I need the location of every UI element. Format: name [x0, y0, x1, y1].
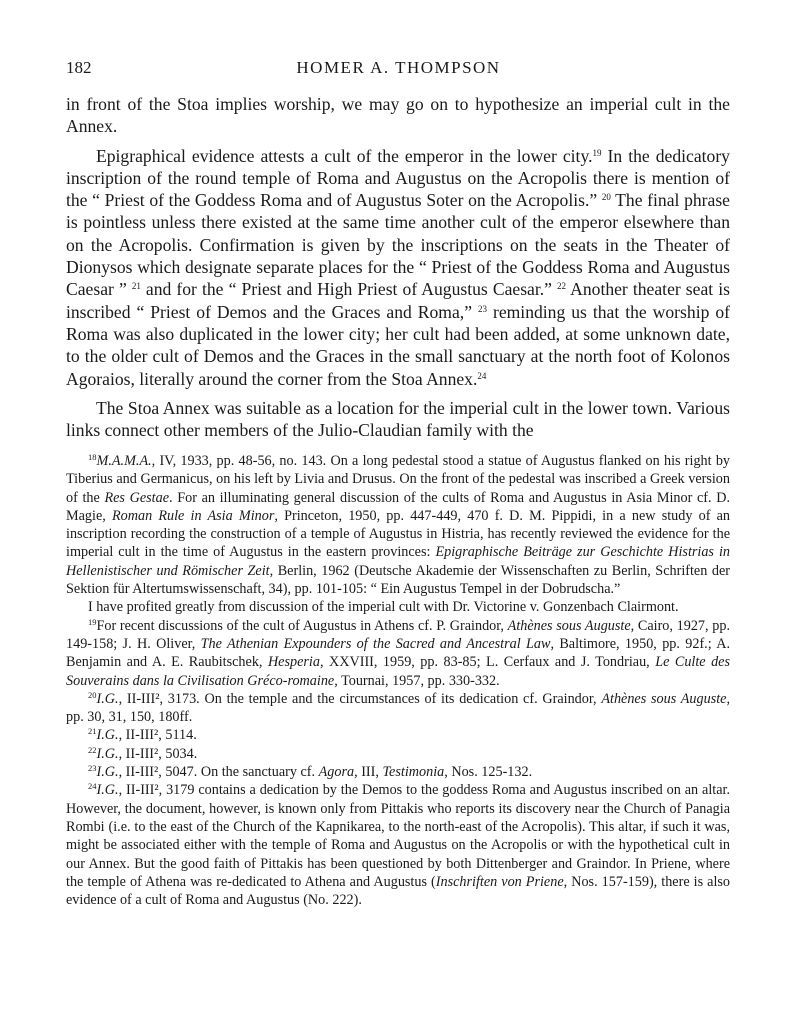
footnote-24: $^{24}$I.G., II-III², 3179 contains a dedication by the Demos to the goddess Roma and Augustus inscribed on an altar. However, the document, however, is known only from Pittakis who reports its discovery near the Church of Panagia Rombi (i.e. to the east of the Church of the Kapnikarea, to the north-east of the Acropolis). This altar, if such it was, might be associated either with the temple of Roma and Augustus on the Acropolis or with the hypothetical cult in our Annex. But the good faith of Pittakis has been questioned by both Dittenberger and Graindor. In Priene, where the temple of Athena was re-dedicated to Athena and Augustus (Inschriften von Priene, Nos. 157-159), there is also evidence of a cult of Roma and Augustus (No. 222). — [66, 781, 731, 909]
footnote-18-acknowledgement: I have profited greatly from discussion of the imperial cult with Dr. Victorine v. Gonzenbach Clairmont. — [88, 599, 679, 616]
footnote-21: $^{21}$I.G., II-III², 5114. — [88, 726, 197, 744]
footnotes — [66, 452, 730, 909]
page-number: 182 — [66, 58, 92, 77]
footnote-ref-19[interactable]: 19 — [592, 147, 602, 158]
footnote-22: $^{22}$I.G., II-III², 5034. — [88, 744, 198, 762]
footnote-20: $^{20}$I.G., II-III², 3173. On the temple and the circumstances of its dedication cf. Graindor, Athènes sous Auguste, pp. 30, 31, 150, 180ff. — [66, 689, 730, 726]
body-paragraph-2: Epigraphical evidence attests a cult of the emperor in the lower city.$^{19}$ In the dedicatory inscription of the round temple of Roma and Augustus on the Acropolis there is mention of the “ Priest of the Goddess Roma and of Augustus Soter on the Acropolis.” $^{20}$ The final phrase is pointless unless there existed at the same time another cult of the emperor elsewhere than on the Acropolis. Confirmation is given by the inscriptions on the seats in the Theater of Dionysos which designate separate places for the “ Priest of the Goddess Roma and Augustus Caesar ” $^{21}$ and for the “ Priest and High Priest of Augustus Caesar.” $^{22}$ Another theater seat is inscribed “ Priest of Demos and the Graces and Roma,” $^{23}$ reminding us that the worship of Roma was also duplicated in the lower city; her cult had been added, at some unknown date, to the older cult of Demos and the Graces in the small sanctuary at the north foot of Kolonos Agoraios, literally around the corner from the Stoa Annex.$^{24}$ — [66, 145, 731, 389]
main-text — [66, 93, 730, 441]
footnote-ref-22[interactable]: 22 — [557, 281, 567, 292]
footnote-ref-23[interactable]: 23 — [477, 303, 487, 314]
footnote-ref-24[interactable]: 24 — [477, 370, 487, 381]
footnote-ref-21[interactable]: 21 — [131, 281, 141, 292]
running-title: HOMER A. THOMPSON — [296, 58, 501, 77]
body-paragraph-3: The Stoa Annex was suitable as a location for the imperial cult in the lower town. Various links connect other members of the Julio-Claudian family with the — [66, 397, 730, 441]
footnote-ref-20[interactable]: 20 — [601, 192, 611, 203]
footnote-23: $^{23}$I.G., II-III², 5047. On the sanctuary cf. Agora, III, Testimonia, Nos. 125-132. — [88, 763, 533, 781]
body-paragraph-1: in front of the Stoa implies worship, we may go on to hypothesize an imperial cult in the Annex. — [66, 94, 730, 137]
footnote-19: $^{19}$For recent discussions of the cult of Augustus in Athens cf. P. Graindor, Athènes sous Auguste, Cairo, 1927, pp. 149-158; J. H. Oliver, The Athenian Expounders of the Sacred and Ancestral Law, Baltimore, 1950, pp. 92f.; A. Benjamin and A. E. Raubitschek, Hesperia, XXVIII, 1959, pp. 83-85; L. Cerfaux and J. Tondriau, Le Culte des Souverains dans la Civilisation Gréco-romaine, Tournai, 1957, pp. 330-332. — [66, 616, 731, 689]
footnote-18: $^{18}$M.A.M.A., IV, 1933, pp. 48-56, no. 143. On a long pedestal stood a statue of Augustus flanked on his right by Tiberius and Germanicus, on his left by Livia and Drusus. On the front of the pedestal was inscribed a Greek version of the Res Gestae. For an illuminating general discussion of the cults of Roma and Augustus in Asia Minor cf. D. Magie, Roman Rule in Asia Minor, Princeton, 1950, pp. 447-449, 470 f. D. M. Pippidi, in a new study of an inscription recording the construction of a temple of Augustus in Histria, has recently reviewed the evidence for the imperial cult in the time of Augustus in the eastern provinces: Epigraphische Beiträge zur Geschichte Histrias in Hellenistischer und Römischer Zeit, Berlin, 1962 (Deutsche Akademie der Wissenschaften zu Berlin, Schriften der Sektion für Altertumswissenschaft, 34), pp. 101-105: “ Ein Augustus Tempel in der Dobrudscha.” — [66, 452, 731, 598]
